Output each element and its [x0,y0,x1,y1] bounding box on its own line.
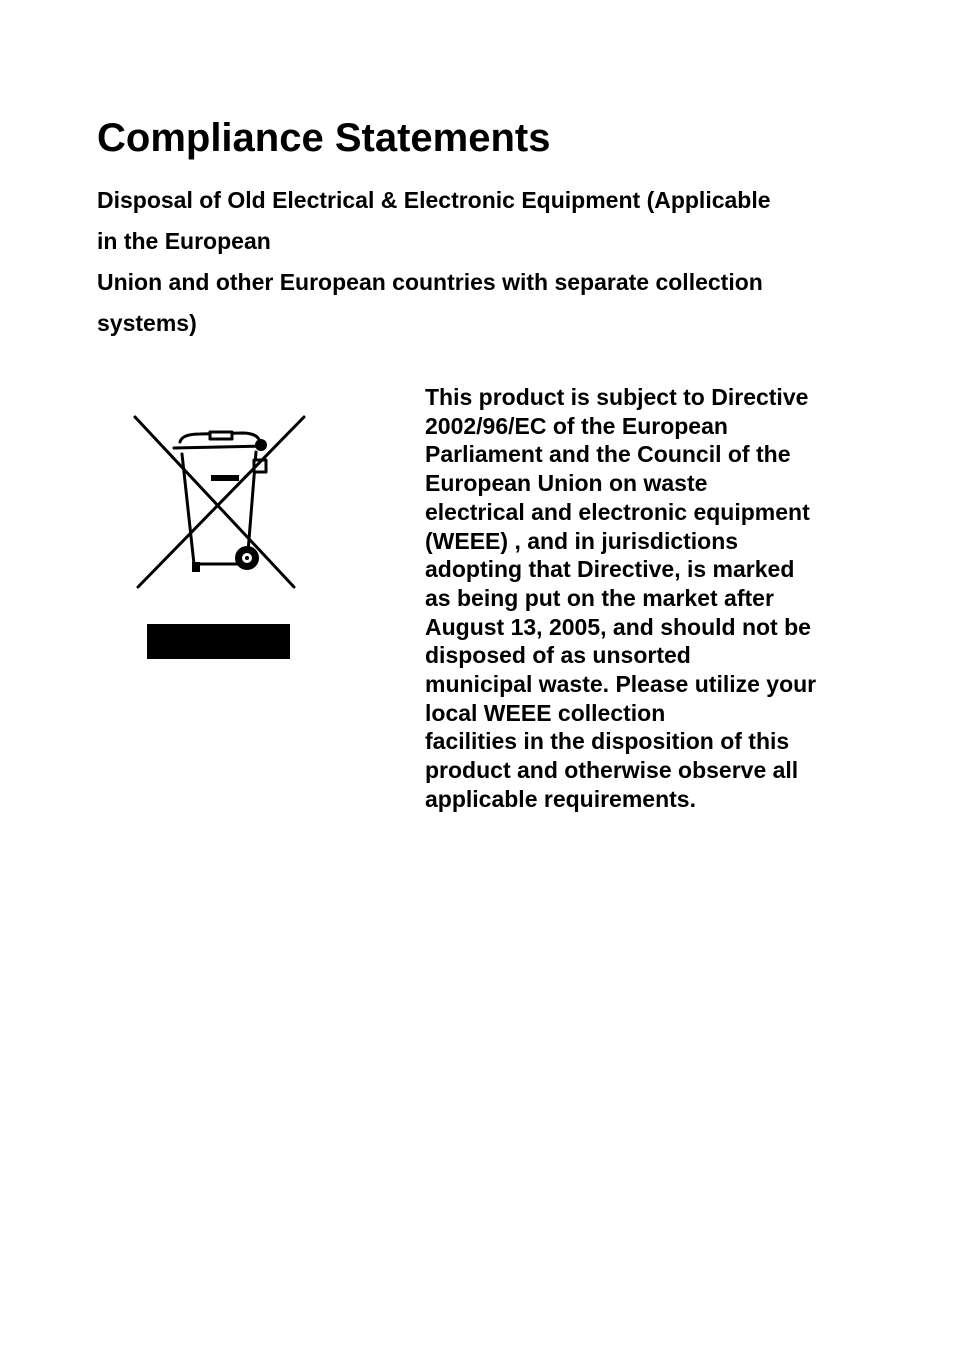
page-title: Compliance Statements [97,116,551,160]
paragraph-line: European Union on waste [425,470,708,497]
directive-paragraph [425,383,865,814]
section-heading-line: Union and other European countries with separate collection [97,269,763,295]
bin-handle-mark [211,475,239,481]
paragraph-line: Parliament and the Council of the [425,441,791,468]
paragraph-line: (WEEE) , and in jurisdictions [425,527,739,554]
paragraph-line: disposed of as unsorted [425,642,691,669]
paragraph-line: 2002/96/EC of the European [425,412,728,439]
section-heading-line: Disposal of Old Electrical & Electronic Equipment (Applicable [97,187,771,213]
section-heading-line: systems) [97,310,197,336]
paragraph-line: applicable requirements. [425,785,696,812]
section-heading-line: in the European [97,228,271,254]
paragraph-line: local WEEE collection [425,699,666,726]
paragraph-line: adopting that Directive, is marked [425,556,795,583]
paragraph-line: electrical and electronic equipment [425,498,810,525]
section-heading [97,180,857,344]
paragraph-line: municipal waste. Please utilize your [425,671,817,698]
paragraph-line: August 13, 2005, and should not be [425,613,811,640]
paragraph-line: facilities in the disposition of this [425,728,790,755]
weee-bar-mark [147,624,290,659]
paragraph-line: This product is subject to Directive [425,384,809,410]
crossed-out-wheelie-bin-icon [130,412,310,662]
paragraph-line: as being put on the market after [425,584,774,611]
paragraph-line: product and otherwise observe all [425,757,799,784]
